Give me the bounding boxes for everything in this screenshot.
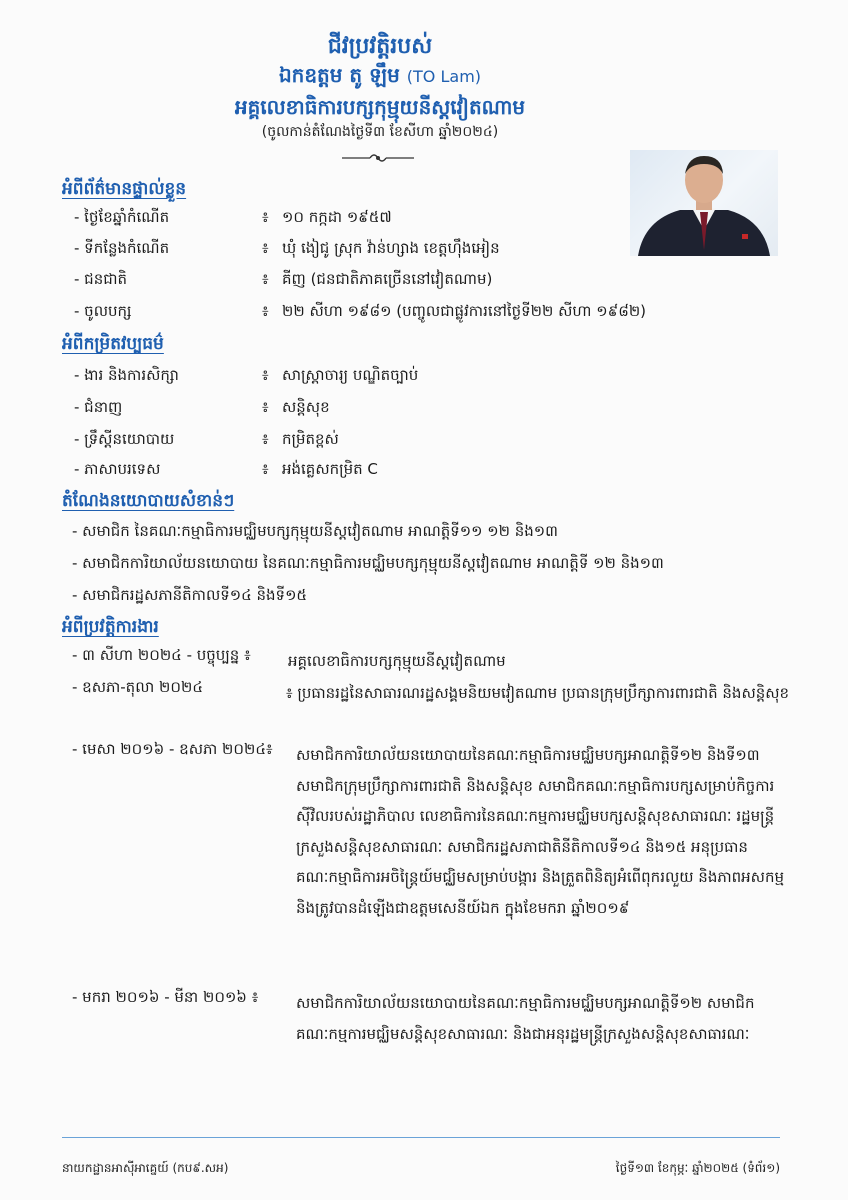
career-text: អគ្គលេខាធិការបក្សកុម្មុយនីស្តវៀតណាម: [288, 652, 506, 670]
career-date: - ឧសភា-តុលា ២០២៤: [72, 678, 203, 696]
section-heading-career: អំពីប្រវត្តិការងារ: [62, 617, 159, 637]
person-name: [120, 62, 640, 92]
person-name-khmer: ឯកឧត្តម តូ ឡឹម: [278, 63, 400, 87]
person-title: អគ្គលេខាធិការបក្សកុម្មុយនីស្តវៀតណាម: [234, 95, 526, 119]
section-heading-personal: អំពីព័ត៌មានផ្ទាល់ខ្លួន: [62, 179, 187, 199]
row-label: - ងារ និងការសិក្សា: [74, 366, 179, 384]
row-separator: ៖: [262, 208, 269, 226]
row-label: - ទីកន្លែងកំណើត: [74, 239, 170, 257]
row-separator: ៖: [262, 270, 269, 288]
row-label: - ភាសាបរទេស: [74, 460, 161, 478]
row-value: ១០ កក្កដា ១៩៥៧: [282, 208, 392, 226]
footer-date-page: ថ្ងៃទី១៣ ខែកុម្ភៈ ឆ្នាំ២០២៥ (ទំព័រ១): [615, 1161, 780, 1175]
row-separator: ៖: [262, 366, 269, 384]
row-label: - ថ្ងៃខែឆ្នាំកំណើត: [74, 208, 170, 226]
row-value: គីញ (ជនជាតិភាគច្រើននៅវៀតណាម): [282, 270, 493, 288]
row-label: - ជនជាតិ: [74, 270, 128, 288]
portrait-photo: [630, 150, 778, 256]
career-text: សមាជិកការិយាល័យនយោបាយនៃគណៈកម្មាធិការមជ្ឈិមបក្សអាណត្តិទី១២ និងទី១៣ សមាជិកក្រុមប្រឹក្សាការពារជាតិ និងសន្តិសុខ សមាជិកគណៈកម្មាធិការបក្សសម្រាប់កិច្ចការស៊ីវិលរបស់រដ្ឋាភិបាល លេខាធិការនៃគណៈកម្មការមជ្ឈិមបក្សសន្តិសុខសាធារណៈ រដ្ឋមន្ត្រីក្រសួងសន្តិសុខសាធារណៈ សមាជិករដ្ឋសភាជាតិនីតិកាលទី១៤ និង១៥ អនុប្រធានគណៈកម្មាធិការអចិន្ត្រៃយ៍មជ្ឈិមសម្រាប់បង្ការ និងត្រួតពិនិត្យអំពើពុករលួយ និងភាពអសកម្ម និងត្រូវបានដំឡើងជាឧត្តមសេនីយ៍ឯក ក្នុងខែមករា ឆ្នាំ២០១៩: [296, 746, 784, 917]
footer-department: នាយកដ្ឋានអាស៊ីអាគ្នេយ៍ (កប៩.សអ): [62, 1161, 229, 1175]
section-heading-education: អំពីកម្រិតវប្បធម៌: [62, 334, 164, 354]
portrait-icon: [630, 150, 778, 256]
ornament-divider-icon: [338, 148, 418, 168]
career-text: សមាជិកការិយាល័យនយោបាយនៃគណៈកម្មាធិការមជ្ឈិមបក្សអាណត្តិទី១២ សមាជិកគណៈកម្មការមជ្ឈិមសន្តិសុខសាធារណៈ និងជាអនុរដ្ឋមន្ត្រីក្រសួងសន្តិសុខសាធារណៈ: [296, 994, 755, 1043]
document-title: ជីវប្រវត្តិរបស់: [327, 34, 433, 59]
section-heading-positions: តំណែងនយោបាយសំខាន់ៗ: [62, 491, 235, 511]
row-value: អង់គ្លេសកម្រិត C: [282, 460, 378, 478]
row-value: ២២ សីហា ១៩៨១ (បញ្ចូលជាផ្លូវការនៅថ្ងៃទី២២ សីហា ១៩៨២): [282, 302, 647, 320]
row-separator: ៖: [262, 239, 269, 257]
row-value: សាស្ត្រាចារ្យ បណ្ឌិតច្បាប់: [282, 366, 419, 384]
row-label: - ជំនាញ: [74, 398, 123, 416]
career-date: - មេសា ២០១៦ - ឧសភា ២០២៤៖: [72, 740, 273, 758]
position-item: - សមាជិកការិយាល័យនយោបាយ នៃគណៈកម្មាធិការមជ្ឈិមបក្សកុម្មុយនីស្តវៀតណាម អាណត្តិទី ១២ និង១៣: [72, 554, 664, 572]
career-text: ៖ ប្រធានរដ្ឋនៃសាធារណរដ្ឋសង្គមនិយមវៀតណាម ប្រធានក្រុមប្រឹក្សាការពារជាតិ និងសន្តិសុខ: [286, 684, 790, 702]
row-separator: ៖: [262, 430, 269, 448]
career-date: - ៣ សីហា ២០២៤ - បច្ចុប្បន្ន ៖: [72, 646, 251, 664]
footer-divider: [62, 1137, 780, 1138]
career-date: - មករា ២០១៦ - មីនា ២០១៦ ៖: [72, 988, 259, 1006]
row-separator: ៖: [262, 460, 269, 478]
row-separator: ៖: [262, 398, 269, 416]
position-item: - សមាជិក នៃគណៈកម្មាធិការមជ្ឈិមបក្សកុម្មុយនីស្តវៀតណាម អាណត្តិទី១១ ១២ និង១៣: [72, 522, 558, 540]
row-value: សន្តិសុខ: [282, 398, 330, 416]
row-label: - ចូលបក្ស: [74, 302, 132, 320]
subtitle: (ចូលកាន់តំណែងថ្ងៃទី៣ ខែសីហា ឆ្នាំ២០២៤): [261, 124, 499, 140]
person-name-latin: (TO Lam): [406, 67, 482, 86]
row-value: កម្រិតខ្ពស់: [282, 430, 339, 448]
row-label: - ទ្រឹស្តីនយោបាយ: [74, 430, 175, 448]
row-value: ឃុំ ងៀជូ ស្រុក វ៉ាន់ហ្សាង ខេត្តហ៊ឹងអៀន: [282, 239, 500, 257]
row-separator: ៖: [262, 302, 269, 320]
position-item: - សមាជិករដ្ឋសភានីតិកាលទី១៤ និងទី១៥: [72, 586, 308, 604]
